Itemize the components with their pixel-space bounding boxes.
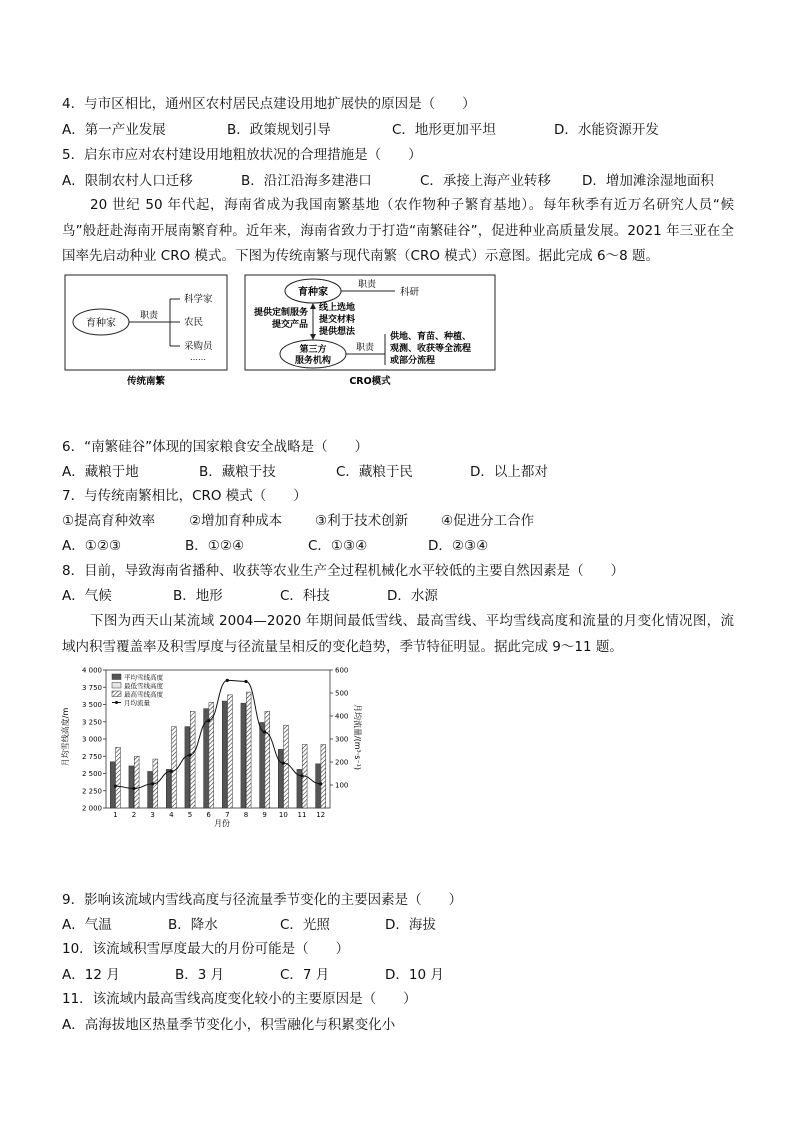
x-tick-label: 8 bbox=[243, 811, 249, 819]
cro-left-text-2: 提交产品 bbox=[271, 320, 308, 330]
bar-max-snowline bbox=[172, 727, 177, 808]
q6-option-c: C．藏粮于民 bbox=[336, 464, 413, 480]
question-5-stem: 5．启东市应对农村建设用地粗放状况的合理措施是（ ） bbox=[62, 147, 422, 163]
cro-process-1: 供地、育苗、种植、 bbox=[390, 332, 472, 342]
legend-label: 平均雪线高度 bbox=[124, 673, 163, 682]
legend-swatch bbox=[112, 683, 121, 689]
passage-nanfan: 20 世纪 50 年代起，海南省成为我国南繁基地（农作物种子繁育基地）。每年秋季有近万名研究人员“候鸟”般赶赴海南开展南繁育种。近年来，海南省致力于打造“南繁硅谷”，促进种业高质量发展。2021 年三亚在全国率先启动种业 CRO 模式。下图为传统南繁与现代南繁（CRO 模式）示意图。据此完成 6～8 题。 bbox=[62, 197, 734, 264]
breeder-label-cro: 育种家 bbox=[298, 287, 328, 298]
question-7-stem: 7．与传统南繁相比，CRO 模式（ ） bbox=[62, 488, 307, 504]
x-tick-label: 9 bbox=[262, 811, 267, 819]
q7-item-2: ②增加育种成本 bbox=[189, 513, 283, 529]
cro-right-text-2: 提交材料 bbox=[319, 315, 356, 325]
x-tick-label: 6 bbox=[206, 811, 211, 819]
x-tick-label: 3 bbox=[150, 811, 155, 819]
x-tick-label: 2 bbox=[131, 811, 137, 819]
q7-option-a: A．①②③ bbox=[62, 538, 122, 554]
legend-label: 最低雪线高度 bbox=[124, 682, 163, 690]
x-tick-label: 12 bbox=[316, 811, 326, 819]
bar-mean-snowline bbox=[185, 727, 190, 808]
y2-tick-label: 500 bbox=[335, 689, 349, 698]
q4-option-a: A．第一产业发展 bbox=[62, 122, 166, 138]
x-tick-label: 11 bbox=[297, 811, 307, 819]
x-tick-label: 1 bbox=[113, 811, 118, 819]
bar-max-snowline bbox=[321, 745, 326, 808]
flow-point bbox=[300, 774, 303, 777]
q7-option-b: B．①②④ bbox=[185, 538, 245, 554]
snowline-chart bbox=[62, 662, 362, 830]
q7-option-c: C．①③④ bbox=[308, 538, 368, 554]
y-tick-label: 3 000 bbox=[81, 735, 102, 744]
x-tick-label: 5 bbox=[187, 811, 193, 819]
q7-option-d: D．②③④ bbox=[428, 538, 489, 554]
bar-max-snowline bbox=[134, 756, 139, 808]
y-tick-label: 4 000 bbox=[81, 666, 102, 675]
legend-swatch bbox=[112, 691, 121, 697]
q9-option-b: B．降水 bbox=[168, 917, 218, 933]
question-11-stem: 11．该流域内最高雪线高度变化较小的主要原因是（ ） bbox=[62, 991, 417, 1007]
y2-tick-label: 300 bbox=[335, 735, 349, 744]
duty-label-cro-bottom: 职责 bbox=[355, 343, 375, 353]
duty-label-cro-top: 职责 bbox=[357, 280, 377, 290]
y2-tick-label: 400 bbox=[335, 712, 349, 721]
q9-option-d: D．海拔 bbox=[385, 917, 436, 933]
y2-axis-label: 月均流量/(m³·s⁻¹) bbox=[353, 703, 362, 771]
cro-right-text-1: 线上选地 bbox=[319, 303, 356, 313]
duty-label-traditional: 职责 bbox=[139, 311, 159, 321]
y-tick-label: 2 250 bbox=[81, 787, 102, 796]
bar-max-snowline bbox=[228, 695, 233, 808]
cro-process-2: 观测、收获等全流程 bbox=[390, 344, 472, 354]
bar-mean-snowline bbox=[241, 703, 246, 808]
flow-point bbox=[170, 770, 173, 773]
x-axis-label: 月份 bbox=[214, 819, 230, 828]
flow-point bbox=[244, 680, 247, 683]
y2-tick-label: 200 bbox=[335, 758, 349, 767]
q6-option-a: A．藏粮于地 bbox=[62, 464, 139, 480]
caption-cro: CRO模式 bbox=[349, 376, 391, 387]
q6-option-d: D．以上都对 bbox=[470, 464, 548, 480]
y-tick-label: 2 000 bbox=[81, 804, 102, 813]
cro-left-text-1: 提供定制服务 bbox=[253, 308, 308, 318]
q5-option-c: C．承接上海产业转移 bbox=[420, 173, 551, 189]
bar-mean-snowline bbox=[129, 766, 134, 808]
flow-point bbox=[188, 754, 191, 757]
q10-option-a: A．12 月 bbox=[62, 967, 120, 983]
q5-option-b: B．沿江沿海多建港口 bbox=[241, 173, 372, 189]
flow-point bbox=[226, 679, 229, 682]
question-9-stem: 9．影响该流域内雪线高度与径流量季节变化的主要因素是（ ） bbox=[62, 892, 463, 908]
y-tick-label: 3 250 bbox=[81, 718, 102, 727]
q9-option-a: A．气温 bbox=[62, 917, 112, 933]
third-party-label-2: 服务机构 bbox=[294, 356, 332, 366]
bar-max-snowline bbox=[209, 702, 214, 808]
flow-point bbox=[282, 762, 285, 765]
q10-option-b: B．3 月 bbox=[175, 967, 225, 983]
q7-item-4: ④促进分工合作 bbox=[441, 513, 535, 529]
q7-item-1: ①提高育种效率 bbox=[62, 513, 156, 529]
flow-point bbox=[132, 787, 135, 790]
x-tick-label: 10 bbox=[278, 811, 288, 819]
y-axis-label: 月均雪线高度/m bbox=[61, 707, 70, 767]
bar-mean-snowline bbox=[278, 749, 283, 808]
x-tick-label: 4 bbox=[169, 811, 174, 819]
q8-option-b: B．地形 bbox=[173, 588, 223, 604]
question-4-stem: 4．与市区相比，通州区农村居民点建设用地扩展快的原因是（ ） bbox=[62, 96, 476, 112]
role-ellipsis: …… bbox=[190, 353, 206, 362]
role-buyer: 采购员 bbox=[184, 341, 213, 352]
y2-tick-label: 100 bbox=[335, 781, 349, 790]
q7-item-3: ③利于技术创新 bbox=[315, 513, 409, 529]
q8-option-d: D．水源 bbox=[387, 588, 438, 604]
bar-max-snowline bbox=[246, 692, 251, 808]
bar-mean-snowline bbox=[316, 764, 321, 808]
bar-max-snowline bbox=[284, 725, 289, 808]
q4-option-d: D．水能资源开发 bbox=[554, 122, 659, 138]
q5-option-d: D．增加滩涂湿地面积 bbox=[582, 173, 714, 189]
flow-point bbox=[207, 719, 210, 722]
q4-option-b: B．政策规划引导 bbox=[227, 122, 331, 138]
bar-max-snowline bbox=[190, 711, 195, 808]
q8-option-c: C．科技 bbox=[280, 588, 330, 604]
y-tick-label: 2 500 bbox=[81, 770, 102, 778]
third-party-label-1: 第三方 bbox=[299, 345, 327, 355]
q9-option-c: C．光照 bbox=[280, 917, 330, 933]
q6-option-b: B．藏粮于技 bbox=[199, 464, 276, 480]
y2-tick-label: 600 bbox=[335, 666, 349, 675]
breeder-label-traditional: 育种家 bbox=[86, 318, 116, 329]
cro-process-3: 或部分流程 bbox=[390, 356, 436, 366]
legend-swatch-dot bbox=[115, 701, 118, 704]
flow-point bbox=[319, 782, 322, 785]
question-6-stem: 6．“南繁硅谷”体现的国家粮食安全战略是（ ） bbox=[62, 439, 369, 455]
q8-option-a: A．气候 bbox=[62, 588, 112, 604]
q10-option-c: C．7 月 bbox=[280, 967, 330, 983]
legend-label: 最高雪线高度 bbox=[124, 690, 163, 699]
q11-option-a: A．高海拔地区热量季节变化小，积雪融化与积累变化小 bbox=[62, 1017, 396, 1033]
flow-point bbox=[151, 782, 154, 785]
legend-label: 月均流量 bbox=[124, 699, 150, 707]
q4-option-c: C．地形更加平坦 bbox=[392, 122, 496, 138]
question-8-stem: 8．目前，导致海南省播种、收获等农业生产全过程机械化水平较低的主要自然因素是（ ） bbox=[62, 563, 625, 579]
bar-max-snowline bbox=[116, 747, 121, 808]
flow-point bbox=[263, 731, 266, 734]
role-farmer: 农民 bbox=[184, 317, 204, 328]
bar-mean-snowline bbox=[148, 771, 153, 808]
q10-option-d: D．10 月 bbox=[385, 967, 444, 983]
caption-traditional: 传统南繁 bbox=[126, 376, 166, 387]
x-tick-label: 7 bbox=[225, 811, 230, 819]
nanfan-diagram bbox=[60, 272, 500, 390]
y-tick-label: 2 750 bbox=[81, 752, 102, 761]
cro-right-text-3: 提供想法 bbox=[319, 327, 356, 337]
y-tick-label: 3 500 bbox=[81, 701, 102, 709]
role-scientist: 科学家 bbox=[184, 294, 213, 305]
bar-mean-snowline bbox=[222, 701, 227, 808]
bar-mean-snowline bbox=[260, 722, 265, 808]
bar-mean-snowline bbox=[166, 769, 171, 808]
flow-point bbox=[114, 785, 117, 788]
q5-option-a: A．限制农村人口迁移 bbox=[62, 173, 193, 189]
bar-max-snowline bbox=[265, 711, 270, 808]
legend-swatch bbox=[112, 674, 121, 680]
question-10-stem: 10．该流域积雪厚度最大的月份可能是（ ） bbox=[62, 941, 350, 957]
y-tick-label: 3 750 bbox=[81, 683, 102, 692]
research-label: 科研 bbox=[400, 287, 420, 298]
passage-snowline: 下图为西天山某流域 2004—2020 年期间最低雪线、最高雪线、平均雪线高度和流量的月变化情况图，流域内积雪覆盖率及积雪厚度与径流量呈相反的变化趋势，季节特征明显。据此完成 9～11 题。 bbox=[62, 613, 734, 655]
